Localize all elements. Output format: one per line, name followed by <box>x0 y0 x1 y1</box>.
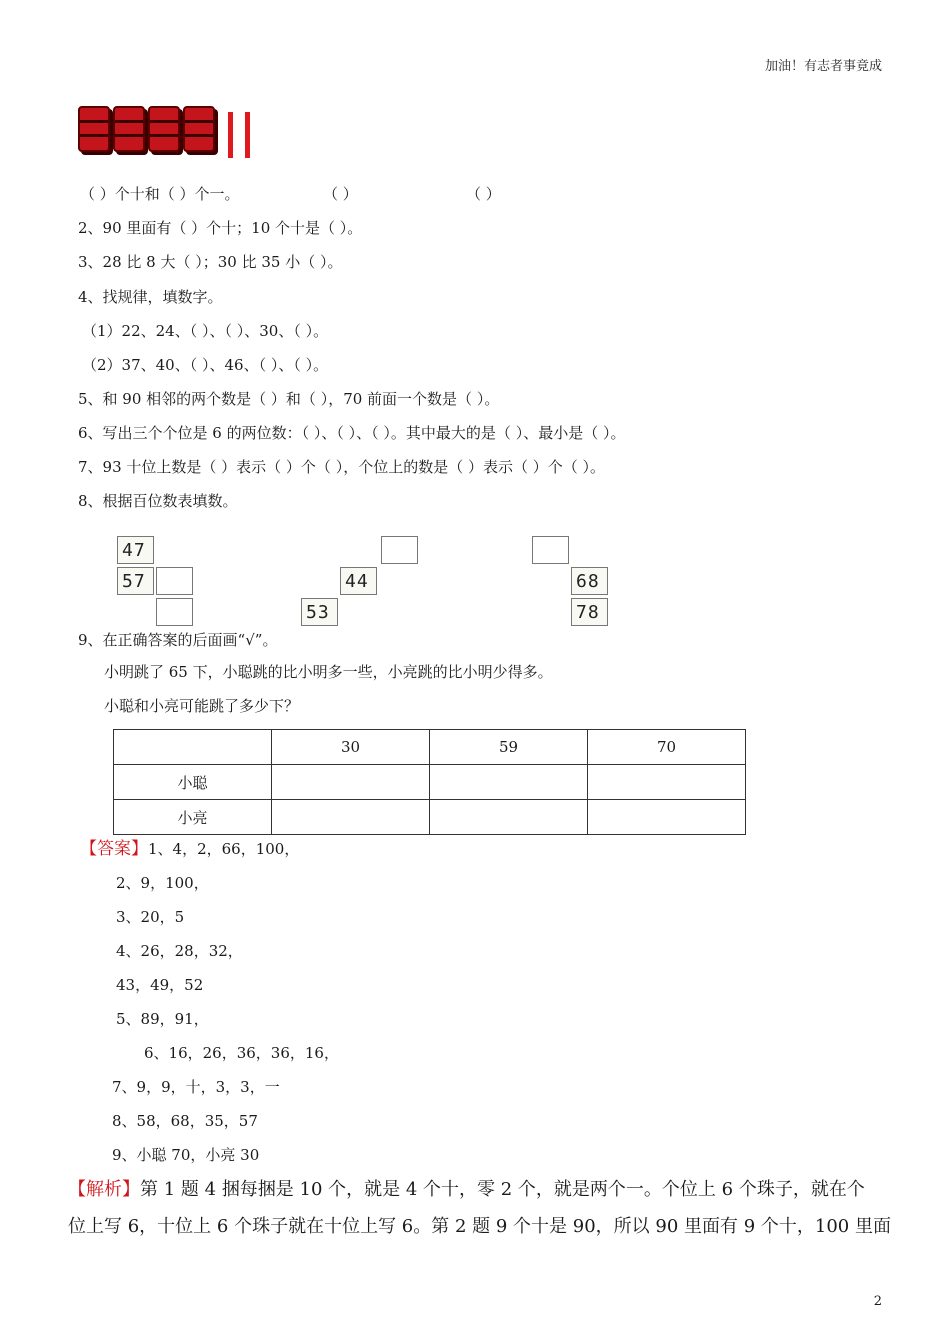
chart-cell: 44 <box>340 567 377 595</box>
answer-cell[interactable] <box>272 765 430 800</box>
chart-cell: 47 <box>117 536 154 564</box>
table-header-cell: 30 <box>272 730 430 765</box>
q7: 7、93 十位上数是（ ）表示（ ）个（ ），个位上的数是（ ）表示（ ）个（ ）。 <box>78 458 606 476</box>
single-stick-icon <box>228 112 233 158</box>
chart-blank-cell <box>156 598 193 626</box>
q6: 6、写出三个个位是 6 的两位数：（ ）、（ ）、（ ）。其中最大的是（ ）、最小是（ ）。 <box>78 424 626 442</box>
chart-cell: 78 <box>571 598 608 626</box>
chart-cell: 57 <box>117 567 154 595</box>
jump-table <box>113 729 746 835</box>
answer-7: 7、9，9，十，3，3，一 <box>112 1078 280 1096</box>
answer-2: 2、9，100， <box>116 874 209 892</box>
q9-title: 9、在正确答案的后面画“√”。 <box>78 631 278 649</box>
stick-bundle-icon <box>148 106 180 152</box>
q4-part-2: （2）37、40、（ ）、46、（ ）、（ ）。 <box>82 356 329 374</box>
answer-4b: 43，49，52 <box>116 976 204 994</box>
analysis-text-1: 第 1 题 4 捆每捆是 10 个，就是 4 个十，零 2 个，就是两个一。个位上 6 个珠子，就在个 <box>140 1179 865 1200</box>
q5: 5、和 90 相邻的两个数是（ ）和（ ），70 前面一个数是（ ）。 <box>78 390 500 408</box>
stick-bundle-icon <box>78 106 110 152</box>
stick-bundle-icon <box>113 106 145 152</box>
page-number: 2 <box>873 1294 882 1309</box>
chart-cell: 53 <box>301 598 338 626</box>
q4-part-1: （1）22、24、（ ）、（ ）、30、（ ）。 <box>82 322 329 340</box>
answer-6: 6、16，26，36，36，16， <box>144 1044 339 1062</box>
answer-1: 1、4，2，66，100， <box>148 840 300 858</box>
q9-story: 小明跳了 65 下，小聪跳的比小明多一些，小亮跳的比小明少得多。 <box>104 663 553 681</box>
row-label: 小聪 <box>114 765 272 800</box>
answer-3: 3、20，5 <box>116 908 185 926</box>
q1-blank-2: （ ） <box>323 185 358 203</box>
table-header-cell <box>114 730 272 765</box>
single-stick-icon <box>245 112 250 158</box>
answer-line-1 <box>80 839 299 859</box>
answer-label: 【答案】 <box>80 839 148 859</box>
q9-question: 小聪和小亮可能跳了多少下？ <box>104 697 300 715</box>
table-row <box>114 765 746 800</box>
analysis-label: 【解析】 <box>68 1179 140 1200</box>
stick-bundle-icon <box>183 106 215 152</box>
answer-cell[interactable] <box>430 800 588 835</box>
answer-cell[interactable] <box>588 765 746 800</box>
analysis-line-1 <box>68 1178 865 1202</box>
analysis-line-2: 位上写 6，十位上 6 个珠子就在十位上写 6。第 2 题 9 个十是 90，所以 90 里面有 9 个十，100 里面 <box>68 1216 891 1237</box>
answer-9: 9、小聪 70，小亮 30 <box>112 1146 260 1164</box>
chart-blank-cell <box>381 536 418 564</box>
table-header-cell: 70 <box>588 730 746 765</box>
answer-cell[interactable] <box>588 800 746 835</box>
q2: 2、90 里面有（ ）个十；10 个十是（ ）。 <box>78 219 363 237</box>
q1-blank-3: （ ） <box>466 185 501 203</box>
table-header-cell: 59 <box>430 730 588 765</box>
answer-cell[interactable] <box>430 765 588 800</box>
chart-blank-cell <box>532 536 569 564</box>
table-header-row <box>114 730 746 765</box>
answer-8: 8、58，68，35，57 <box>112 1112 258 1130</box>
table-row <box>114 800 746 835</box>
chart-cell: 68 <box>571 567 608 595</box>
chart-blank-cell <box>156 567 193 595</box>
q3: 3、28 比 8 大（ ）；30 比 35 小（ ）。 <box>78 253 343 271</box>
q4-title: 4、找规律，填数字。 <box>78 288 223 306</box>
answer-cell[interactable] <box>272 800 430 835</box>
answer-4a: 4、26，28，32， <box>116 942 243 960</box>
q1-line: （ ）个十和（ ）个一。 <box>80 185 240 203</box>
header-motto: 加油！有志者事竟成 <box>764 59 882 74</box>
q8-title: 8、根据百位数表填数。 <box>78 492 238 510</box>
row-label: 小亮 <box>114 800 272 835</box>
answer-5: 5、89，91， <box>116 1010 209 1028</box>
